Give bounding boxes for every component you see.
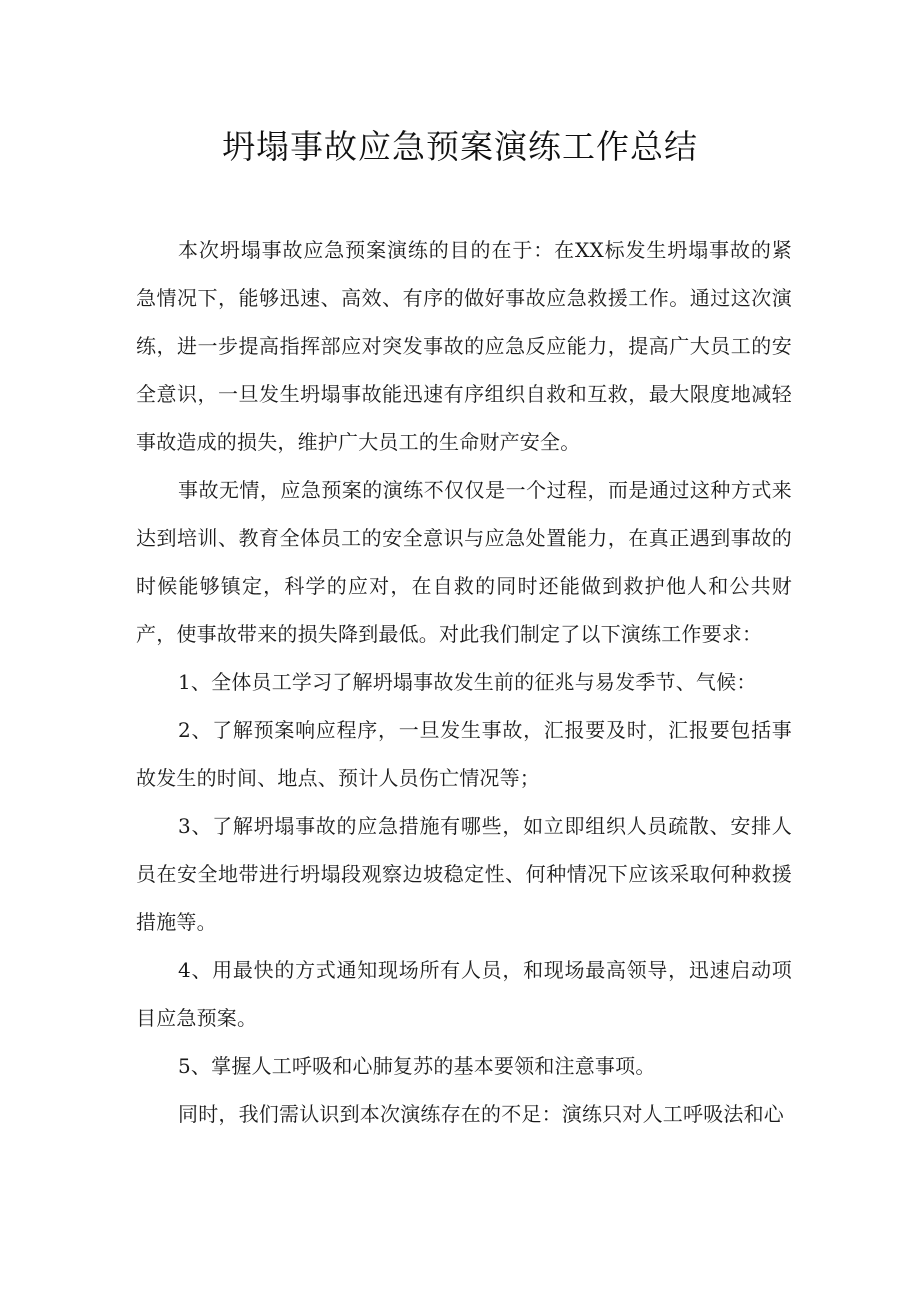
requirement-item-2: 2、了解预案响应程序，一旦发生事故，汇报要及时，汇报要包括事故发生的时间、地点、预计人员伤亡情况等； [136, 718, 792, 790]
requirement-item-3: 3、了解坍塌事故的应急措施有哪些，如立即组织人员疏散、安排人员在安全地带进行坍塌段观察边坡稳定性、何种情况下应该采取何种救援措施等。 [136, 814, 792, 934]
paragraph-importance: 事故无情，应急预案的演练不仅仅是一个过程，而是通过这种方式来达到培训、教育全体员工的安全意识与应急处置能力，在真正遇到事故的时候能够镇定，科学的应对，在自救的同时还能做到救护他人和公共财产，使事故带来的损失降到最低。对此我们制定了以下演练工作要求： [136, 478, 792, 646]
document-body [136, 226, 792, 1138]
requirement-item-4: 4、用最快的方式通知现场所有人员，和现场最高领导，迅速启动项目应急预案。 [136, 958, 792, 1030]
document-title: 坍塌事故应急预案演练工作总结 [222, 127, 698, 166]
requirement-item-5: 5、掌握人工呼吸和心肺复苏的基本要领和注意事项。 [178, 1054, 656, 1078]
paragraph-shortcomings: 同时，我们需认识到本次演练存在的不足：演练只对人工呼吸法和心 [178, 1102, 784, 1126]
paragraph-purpose: 本次坍塌事故应急预案演练的目的在于：在XX标发生坍塌事故的紧急情况下，能够迅速、高效、有序的做好事故应急救援工作。通过这次演练，进一步提高指挥部应对突发事故的应急反应能力，提高广大员工的安全意识，一旦发生坍塌事故能迅速有序组织自救和互救，最大限度地减轻事故造成的损失，维护广大员工的生命财产安全。 [136, 238, 792, 454]
requirement-item-1: 1、全体员工学习了解坍塌事故发生前的征兆与易发季节、气候： [178, 670, 757, 694]
